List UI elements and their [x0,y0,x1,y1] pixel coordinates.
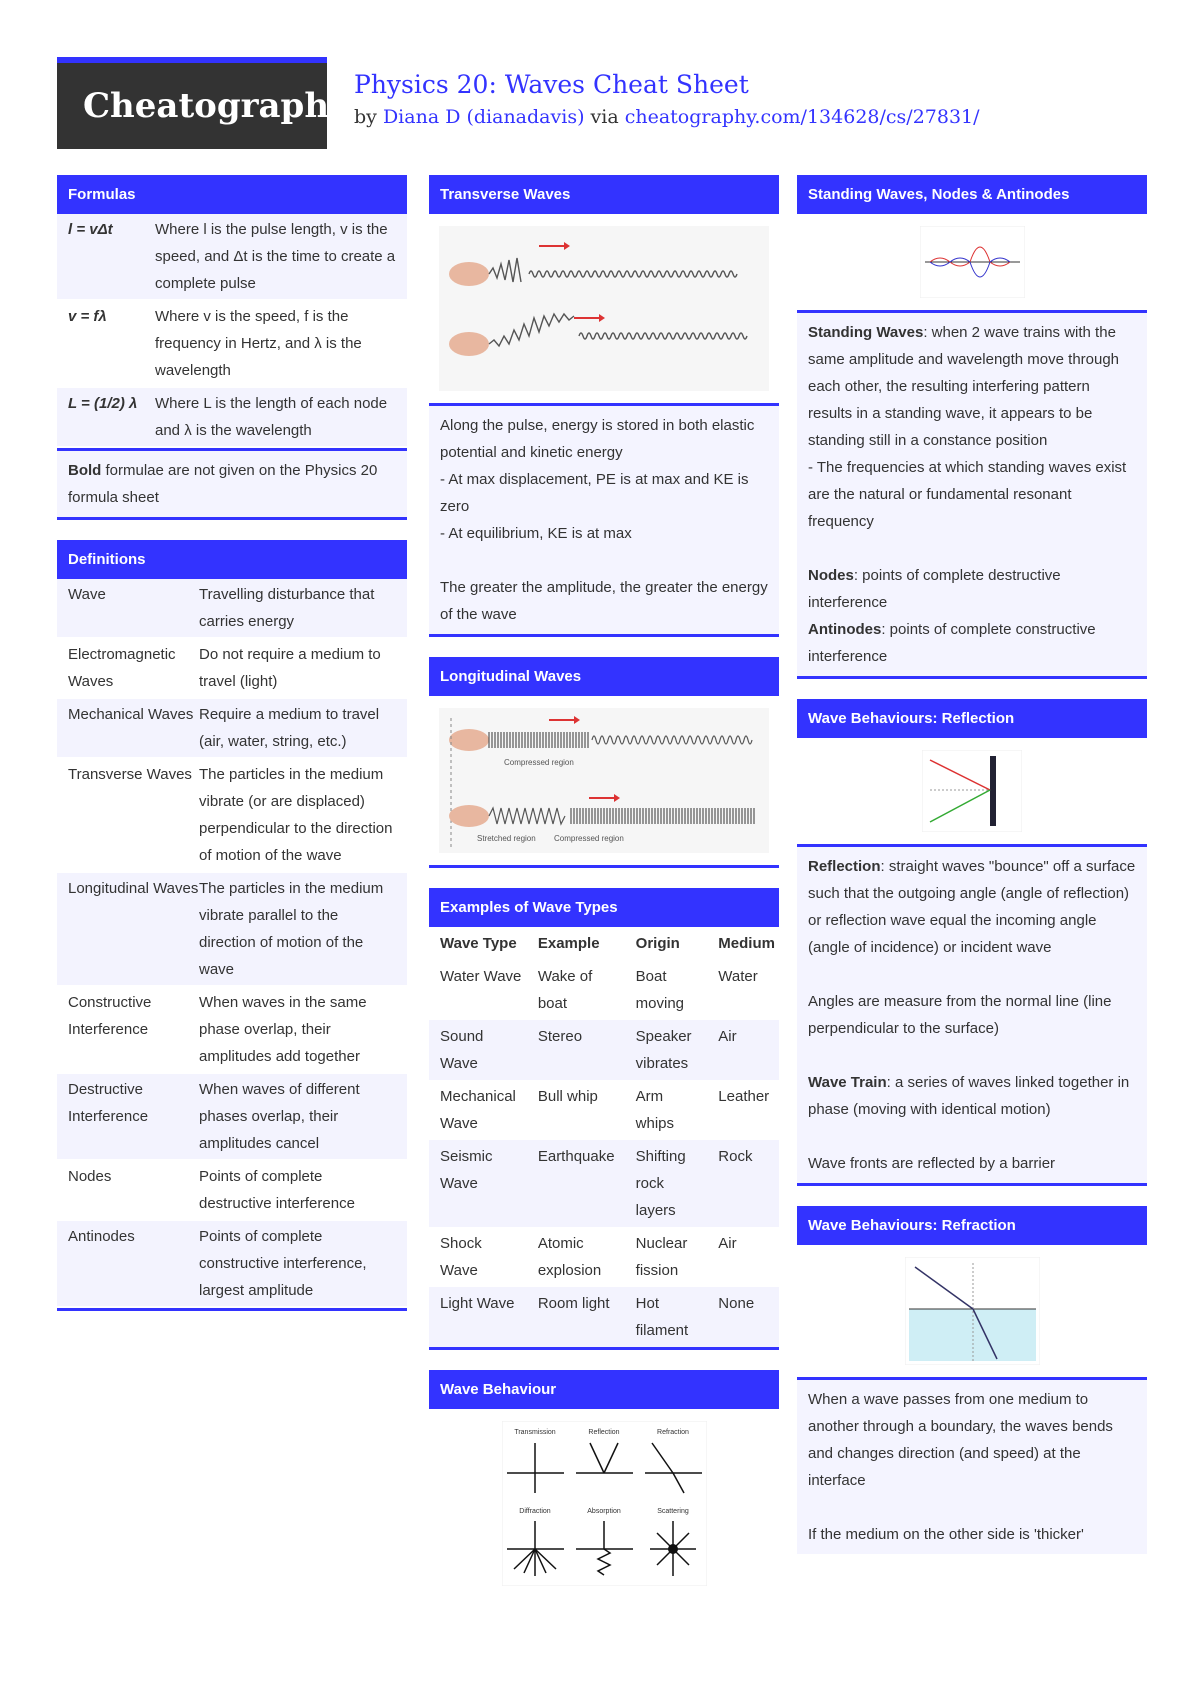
table-cell: Sound Wave [429,1020,527,1080]
transverse-p3: - At equilibrium, KE is at max [440,525,632,542]
longitudinal-heading: Longitudinal Waves [429,657,779,696]
wave-train-term: Wave Train [808,1074,887,1091]
formulas-heading: Formulas [57,175,407,214]
definition-term: Mechanical Waves [68,706,194,723]
table-cell: Water Wave [440,968,522,985]
label-diffraction: Diffraction [518,1508,551,1515]
standing-figure [797,214,1147,310]
author-link[interactable]: Diana D (dianadavis) [382,106,585,128]
refraction-image [905,1257,1040,1365]
definition-description: Require a medium to travel (air, water, string, etc.) [199,706,380,750]
definition-description: The particles in the medium vibrate parallel to the direction of motion of the wave [199,880,384,978]
definition-row [57,1161,407,1221]
table-row [429,1080,779,1140]
examples-col-header: Origin [635,935,680,952]
examples-col-header: Wave Type [440,935,517,952]
formulas-note-rest: formulae are not given on the Physics 20 formula sheet [68,462,378,506]
transverse-figure [429,214,779,403]
byline-via: via [590,106,619,128]
standing-freq: - The frequencies at which standing waves exist are the natural or fundamental resonant frequency [808,459,1127,530]
formula-description: Where v is the speed, f is the frequency in Hertz, and λ is the wavelength [155,308,362,379]
standing-waves-def: : when 2 wave trains with the same amplitude and wavelength move through each other, the resulting interfering pattern results in a standing wave, it appears to be standing still in a constance position [808,324,1120,449]
byline [354,106,980,128]
definition-row [57,1074,407,1161]
definition-description: The particles in the medium vibrate (or are displaced) perpendicular to the direction of motion of the wave [199,766,393,864]
table-cell: Shock Wave [440,1235,482,1279]
definition-row [57,759,407,873]
formulas-note-bold: Bold [68,462,102,479]
examples-col-header: Medium [718,935,775,952]
table-cell: Atomic explosion [537,1235,602,1279]
formulas-section [57,175,407,520]
reflection-term: Reflection [808,858,881,875]
definition-description: Do not require a medium to travel (light) [199,646,381,690]
transverse-text [429,406,779,634]
column-2 [429,175,779,1618]
longitudinal-wave-image [439,708,769,853]
label-absorption: Absorption [586,1508,621,1515]
table-cell: Wake of boat [537,968,593,1012]
label-reflection: Reflection [587,1429,620,1436]
refraction-text [797,1380,1147,1554]
formula-description: Where L is the length of each node and λ is the wavelength [155,395,388,439]
label-scattering: Scattering [656,1508,689,1515]
standing-heading: Standing Waves, Nodes & Antinodes [797,175,1147,214]
table-cell: Air [718,1235,737,1252]
formula-row [57,214,407,301]
table-row [429,1140,779,1227]
table-cell: Nuclear fission [635,1235,688,1279]
definition-row [57,1221,407,1308]
reflection-heading: Wave Behaviours: Reflection [797,699,1147,738]
behaviour-figure [429,1409,779,1598]
examples-heading: Examples of Wave Types [429,888,779,927]
longitudinal-section [429,657,779,868]
table-row [429,1020,779,1080]
definition-term: Transverse Waves [68,766,192,783]
transverse-p1: Along the pulse, energy is stored in both elastic potential and kinetic energy [440,417,755,461]
standing-wave-image [920,226,1025,298]
definition-term: Wave [68,586,106,603]
definitions-section [57,540,407,1311]
formula-row [57,388,407,448]
fig-label-compressed-2: Compressed region [554,834,624,843]
reflection-section [797,699,1147,1186]
definition-row [57,987,407,1074]
definition-term: Destructive Interference [68,1081,149,1125]
reflection-fronts: Wave fronts are reflected by a barrier [808,1155,1056,1172]
reflection-figure [797,738,1147,844]
table-cell: Stereo [527,1020,625,1080]
table-cell: Shifting rock layers [625,1140,708,1227]
formula-term: l = vΔt [68,221,113,238]
table-row [429,960,779,1020]
reflection-image [922,750,1022,832]
transverse-p4: The greater the amplitude, the greater the energy of the wave [440,579,768,623]
definition-description: Travelling disturbance that carries energy [199,586,375,630]
definition-description: When waves in the same phase overlap, their amplitudes add together [199,994,367,1065]
definition-term: Constructive Interference [68,994,152,1038]
transverse-heading: Transverse Waves [429,175,779,214]
reflection-text [797,847,1147,1183]
transverse-wave-image [439,226,769,391]
table-cell: None [707,1287,779,1347]
table-cell: Earthquake [527,1140,625,1227]
nodes-def: : points of complete destructive interference [808,567,1061,611]
label-transmission: Transmission [513,1429,556,1436]
table-cell: Rock [707,1140,779,1227]
wave-behaviour-image [502,1421,707,1586]
definition-term: Nodes [68,1168,112,1185]
refraction-p2: If the medium on the other side is 'thicker' [808,1526,1084,1543]
table-cell: Water [718,968,758,985]
table-cell: Hot filament [625,1287,708,1347]
reflection-def: : straight waves "bounce" off a surface such that the outgoing angle (angle of reflection) or reflection wave equal the incoming angle (angle of incidence) or incident wave [808,858,1136,956]
standing-section [797,175,1147,679]
definition-term: Longitudinal Waves [68,880,199,897]
definition-row [57,639,407,699]
table-cell: Seismic Wave [429,1140,527,1227]
logo-text: Cheatography [83,86,349,126]
refraction-p1: When a wave passes from one medium to another through a boundary, the waves bends and changes direction (and speed) at the interface [808,1391,1113,1489]
column-1 [57,175,407,1331]
formulas-note [57,451,407,517]
definition-row [57,699,407,759]
definitions-heading: Definitions [57,540,407,579]
fig-label-compressed: Compressed region [504,758,574,767]
table-row [429,1287,779,1347]
definition-row [57,579,407,639]
table-cell: Boat moving [635,968,685,1012]
transverse-section [429,175,779,637]
examples-table [429,927,779,1347]
byline-by: by [354,106,377,128]
table-cell: Mechanical Wave [440,1088,516,1132]
fig-label-stretched: Stretched region [477,834,536,843]
page-title: Physics 20: Waves Cheat Sheet [354,70,749,99]
antinodes-def: : points of complete constructive interference [808,621,1096,665]
formula-row [57,301,407,388]
examples-col-header: Example [537,935,600,952]
table-cell: Air [707,1020,779,1080]
antinodes-term: Antinodes [808,621,882,638]
table-cell: Leather [718,1088,770,1105]
definition-term: Antinodes [68,1228,135,1245]
formula-description: Where l is the pulse length, v is the speed, and Δt is the time to create a complete pulse [155,221,396,292]
definition-row [57,873,407,987]
table-cell: Room light [527,1287,625,1347]
formula-term: v = fλ [68,308,107,325]
definition-description: When waves of different phases overlap, their amplitudes cancel [199,1081,360,1152]
formula-term: L = (1/2) λ [68,395,138,412]
standing-text [797,313,1147,676]
wave-train-def: : a series of waves linked together in phase (moving with identical motion) [808,1074,1130,1118]
definition-description: Points of complete destructive interference [199,1168,355,1212]
table-cell: Bull whip [537,1088,598,1105]
refraction-heading: Wave Behaviours: Refraction [797,1206,1147,1245]
cheatography-logo[interactable] [57,57,349,149]
table-cell: Light Wave [429,1287,527,1347]
definition-description: Points of complete constructive interference, largest amplitude [199,1228,367,1299]
table-row [429,1227,779,1287]
definition-term: Electromagnetic Waves [68,646,176,690]
behaviour-section [429,1370,779,1598]
refraction-figure [797,1245,1147,1377]
table-cell: Speaker vibrates [625,1020,708,1080]
reflection-angles: Angles are measure from the normal line (line perpendicular to the surface) [808,993,1112,1037]
table-cell: Arm whips [635,1088,675,1132]
examples-section [429,888,779,1350]
refraction-section [797,1206,1147,1554]
column-3 [797,175,1147,1574]
label-refraction: Refraction [656,1429,689,1436]
longitudinal-figure [429,696,779,865]
nodes-term: Nodes [808,567,854,584]
sheet-url-link[interactable]: cheatography.com/134628/cs/27831/ [624,106,980,128]
behaviour-heading: Wave Behaviour [429,1370,779,1409]
transverse-p2: - At max displacement, PE is at max and KE is zero [440,471,749,515]
standing-waves-term: Standing Waves [808,324,924,341]
